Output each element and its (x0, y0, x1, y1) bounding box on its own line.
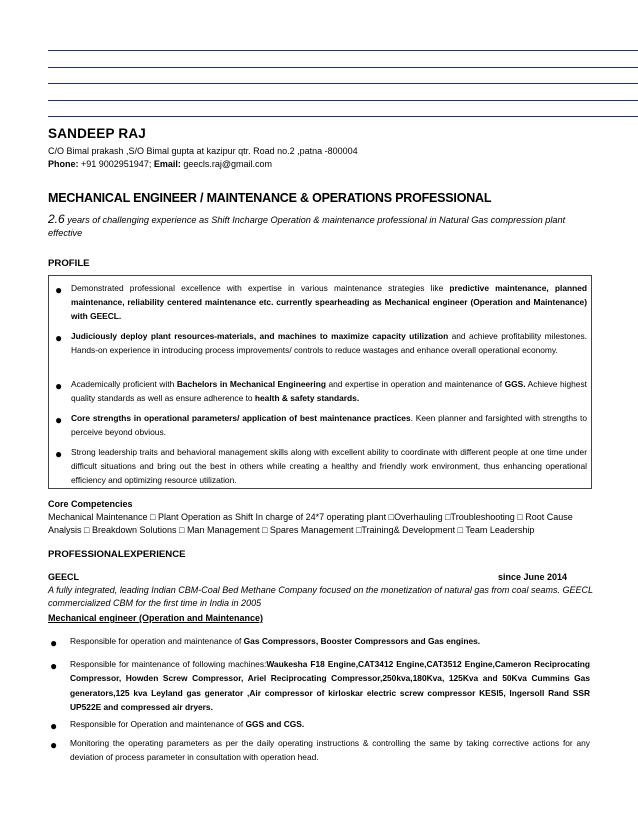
profile-item: Demonstrated professional excellence with expertise in various maintenance strategies like predictive maintenance, planned maintenance, reliability centered maintenance etc. currently spearheading as Mechanical engineer (Operation and Maintenance) with GEECL. (71, 283, 587, 322)
profile-item: Judiciously deploy plant resources-materials, and machines to maximize capacity utilization and achieve profitability milestones. Hands-on experience in introducing process improvements/ controls to reduce wastages and enhance overall operational economy. (71, 331, 587, 356)
bullet-icon: ● (55, 331, 63, 345)
bullet-icon: ● (50, 636, 58, 650)
responsibility-item: Responsible for operation and maintenance of Gas Compressors, Booster Compressors and Gas engines. (70, 636, 481, 646)
header-rule-3 (48, 83, 638, 84)
profile-item: Strong leadership traits and behavioral management skills along with excellent ability to coordinate with different people at one time under difficult situations and bring out the best in others while creating a healthy and friendly work environment, thus enhancing operational efficiency and optimizing resource utilization. (71, 447, 587, 486)
summary-years: 2.6 (48, 212, 65, 226)
professional-title: MECHANICAL ENGINEER / MAINTENANCE & OPERATIONS PROFESSIONAL (48, 191, 492, 205)
role-title: Mechanical engineer (Operation and Maintenance) (48, 613, 264, 623)
bullet-icon: ● (50, 719, 58, 733)
bullet-icon: ● (55, 413, 63, 427)
company-description: A fully integrated, leading Indian CBM-Coal Bed Methane Company focused on the monetization of natural gas from coal seams. GEECL commercialized CBM for the first time in India in 2005 (48, 585, 593, 608)
contact-line (48, 159, 272, 169)
core-competencies-heading: Core Competencies (48, 499, 133, 509)
experience-heading: PROFESSIONALEXPERIENCE (48, 549, 186, 560)
company-name: GEECL (48, 572, 80, 582)
phone-number: +91 9002951947; (78, 159, 154, 169)
address: C/O Bimal prakash ,S/O Bimal gupta at kazipur qtr. Road no.2 ,patna -800004 (48, 146, 358, 156)
header-rule-4 (48, 100, 638, 101)
responsibility-item: Monitoring the operating parameters as per the daily operating instructions & controlling the same by taking corrective actions for any deviation of process parameter in consultation with operation head. (70, 738, 590, 763)
bullet-icon: ● (55, 379, 63, 393)
responsibility-item: Responsible for Operation and maintenance of GGS and CGS. (70, 719, 305, 729)
bullet-icon: ● (55, 283, 63, 297)
summary (48, 213, 593, 240)
candidate-name: SANDEEP RAJ (48, 126, 146, 141)
profile-item: Core strengths in operational parameters/ application of best maintenance practices. Keen planner and farsighted with strengths to perceive beyond obvious. (71, 413, 587, 438)
bullet-icon: ● (50, 659, 58, 673)
profile-box (48, 275, 592, 489)
profile-heading: PROFILE (48, 258, 90, 269)
email-address: geecls.raj@gmail.com (180, 159, 273, 169)
header-rule-1 (48, 50, 638, 51)
summary-text: years of challenging experience as Shift Incharge Operation & maintenance professional in Natural Gas compression plant effective (48, 215, 566, 238)
header-rule-2 (48, 67, 638, 68)
header-rule-5 (48, 116, 638, 117)
email-label: Email: (153, 159, 181, 169)
bullet-icon: ● (55, 447, 63, 461)
employment-since: since June 2014 (498, 572, 568, 582)
phone-label: Phone: (48, 159, 79, 169)
responsibility-item: Responsible for maintenance of following machines:Waukesha F18 Engine,CAT3412 Engine,CAT3512 Engine,Cameron Reciprocating Compressor, Howden Screw Compressor, Ariel Reciprocating Compressor,250kva,180Kva, 125Kva and 50Kva Cummins Gas generators,125 kva Leyland gas generator ,Air compressor of kirloskar electric screw compressor KESI5, Ingersoll Rand SSR UP522E and compressed air dryers. (70, 659, 590, 712)
profile-item: Academically proficient with Bachelors in Mechanical Engineering and expertise in operation and maintenance of GGS. Achieve highest quality standards as well as ensure adherence to health & safety standards. (71, 379, 587, 404)
bullet-icon: ● (50, 738, 58, 752)
core-competencies-text: Mechanical Maintenance □ Plant Operation as Shift In charge of 24*7 operating plant □Overhauling □Troubleshooting □ Root Cause Analysis □ Breakdown Solutions □ Man Management □ Spares Management □Training& Development □ Team Leadership (48, 512, 573, 535)
